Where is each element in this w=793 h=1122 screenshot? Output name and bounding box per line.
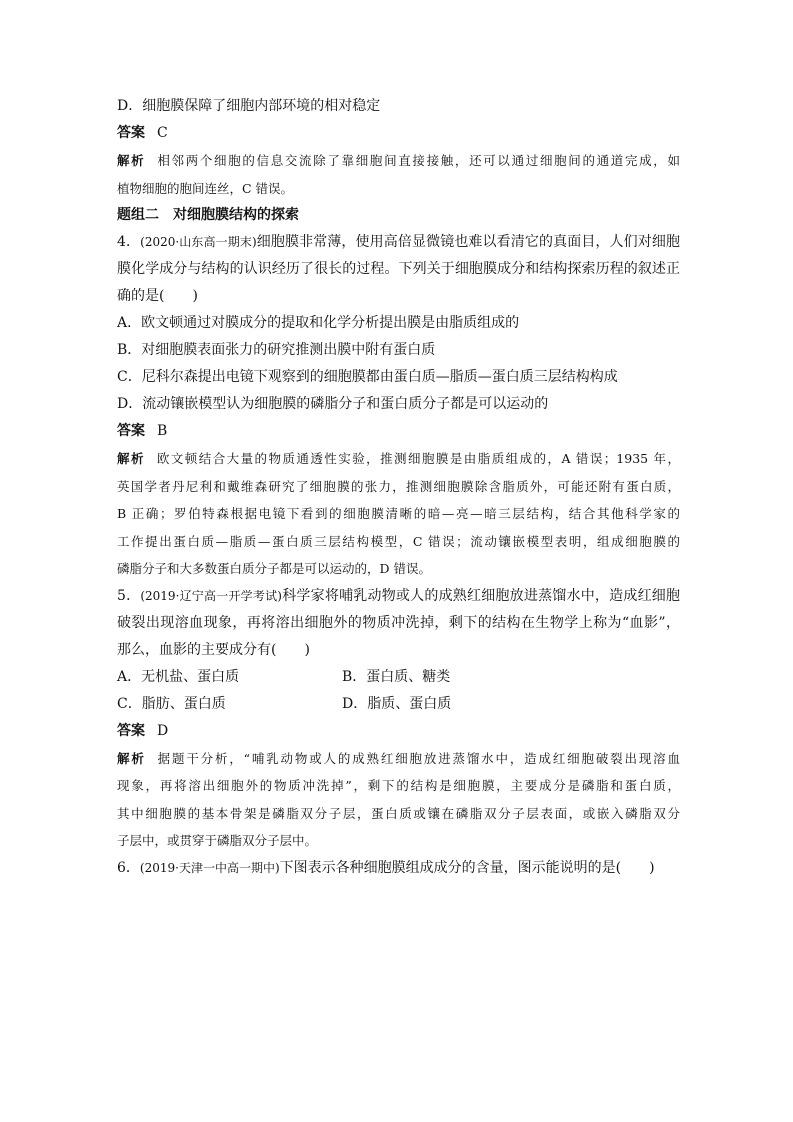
q4-number: 4． (117, 234, 141, 250)
q5-number: 5． (117, 587, 141, 604)
q5-stem-line: 破裂出现溶血现象，再将溶出细胞外的物质冲洗掉，剩下的结构在生物学上称为“血影”， (117, 614, 680, 631)
question-5 (117, 583, 680, 855)
q5-options-row (117, 664, 680, 691)
answer-value: C (157, 125, 168, 141)
q4-explanation (117, 445, 680, 583)
q3-option-d: D．细胞膜保障了细胞内部环境的相对稳定 (117, 98, 381, 114)
explanation-line: 英国学者丹尼利和戴维森研究了细胞膜的张力，推测细胞膜除含脂质外，可能还附有蛋白质， (117, 478, 680, 494)
answer-value: D (157, 722, 169, 739)
q5-option-a: A．无机盐、蛋白质 (117, 668, 240, 685)
q4-option-b: B．对细胞膜表面张力的研究推测出膜中附有蛋白质 (117, 342, 436, 358)
explanation-line: 工作提出蛋白质—脂质—蛋白质三层结构模型，C 错误；流动镶嵌模型表明，组成细胞膜的 (117, 533, 680, 549)
q4-option-d: D．流动镶嵌模型认为细胞膜的磷脂分子和蛋白质分子都是可以运动的 (117, 396, 549, 412)
document-page (117, 93, 680, 882)
explanation-line: B 正确；罗伯特森根据电镜下看到的细胞膜清晰的暗—亮—暗三层结构，结合其他科学家的 (117, 506, 680, 521)
explanation-line: 植物细胞的胞间连丝，C 错误。 (117, 180, 294, 196)
explanation-line: 子层中，或贯穿于磷脂双分子层中。 (117, 833, 318, 848)
explanation-label: 解析 (117, 750, 146, 766)
q4-option-c: C．尼科尔森提出电镜下观察到的细胞膜都由蛋白质—脂质—蛋白质三层结构构成 (117, 369, 618, 385)
q5-stem-line: 5．(2019·辽宁高一开学考试)科学家将哺乳动物或人的成熟红细胞放进蒸馏水中，造成红细胞 (117, 587, 680, 604)
explanation-line: 磷脂分子和大多数蛋白质分子都是可以运动的，D 错误。 (117, 561, 431, 576)
q5-explanation (117, 745, 680, 855)
q4-stem-line: 确的是( ) (117, 288, 198, 304)
explanation-label: 解析 (117, 451, 145, 466)
q3-answer (117, 120, 680, 147)
explanation-line: 其中细胞膜的基本骨架是磷脂双分子层，蛋白质或镶在磷脂双分子层表面，或嵌入磷脂双分 (117, 805, 680, 821)
answer-value: B (157, 423, 168, 439)
q5-source: (2019·辽宁高一开学考试) (140, 588, 282, 603)
explanation-line: 解析 相邻两个细胞的信息交流除了靠细胞间直接接触，还可以通过细胞间的通道完成，如 (117, 153, 680, 168)
q6-stem-line: 6．(2019·天津一中高一期中)下图表示各种细胞膜组成成分的含量，图示能说明的是( ) (117, 859, 655, 876)
q5-options-row (117, 691, 680, 718)
q4-option-a: A．欧文顿通过对膜成分的提取和化学分析提出膜是由脂质组成的 (117, 315, 520, 331)
answer-label: 答案 (117, 125, 145, 141)
q4-stem-line: 4．(2020·山东高一期末)细胞膜非常薄，使用高倍显微镜也难以看清它的真面目，人们对细胞 (117, 234, 680, 250)
q6-source: (2019·天津一中高一期中) (139, 860, 280, 875)
explanation-line: 解析 据题干分析，“哺乳动物或人的成熟红细胞放进蒸馏水中，造成红细胞破裂出现溶血 (117, 750, 680, 766)
q5-option-d: D．脂质、蛋白质 (342, 695, 452, 712)
answer-label: 答案 (117, 722, 145, 739)
q6-number: 6． (117, 859, 140, 876)
q5-answer (117, 718, 680, 745)
q4-answer (117, 418, 680, 445)
section-heading: 题组二 对细胞膜结构的探索 (117, 207, 299, 223)
q4-source: (2020·山东高一期末) (140, 235, 257, 249)
explanation-line: 解析 欧文顿结合大量的物质通透性实验，推测细胞膜是由脂质组成的，A 错误；1935 年， (117, 451, 680, 466)
q5-option-b: B．蛋白质、糖类 (342, 668, 451, 685)
explanation-line: 现象，再将溶出细胞外的物质冲洗掉”，剩下的结构是细胞膜，主要成分是磷脂和蛋白质， (117, 778, 680, 793)
explanation-label: 解析 (117, 153, 146, 168)
q5-option-c: C．脂肪、蛋白质 (117, 695, 226, 712)
question-4 (117, 229, 680, 583)
question-6 (117, 855, 680, 882)
q3-explanation (117, 147, 680, 202)
answer-label: 答案 (117, 423, 145, 439)
q4-stem-line: 膜化学成分与结构的认识经历了很长的过程。下列关于细胞膜成分和结构探索历程的叙述正 (117, 261, 680, 277)
q5-stem-line: 那么，血影的主要成分有( ) (117, 641, 310, 658)
